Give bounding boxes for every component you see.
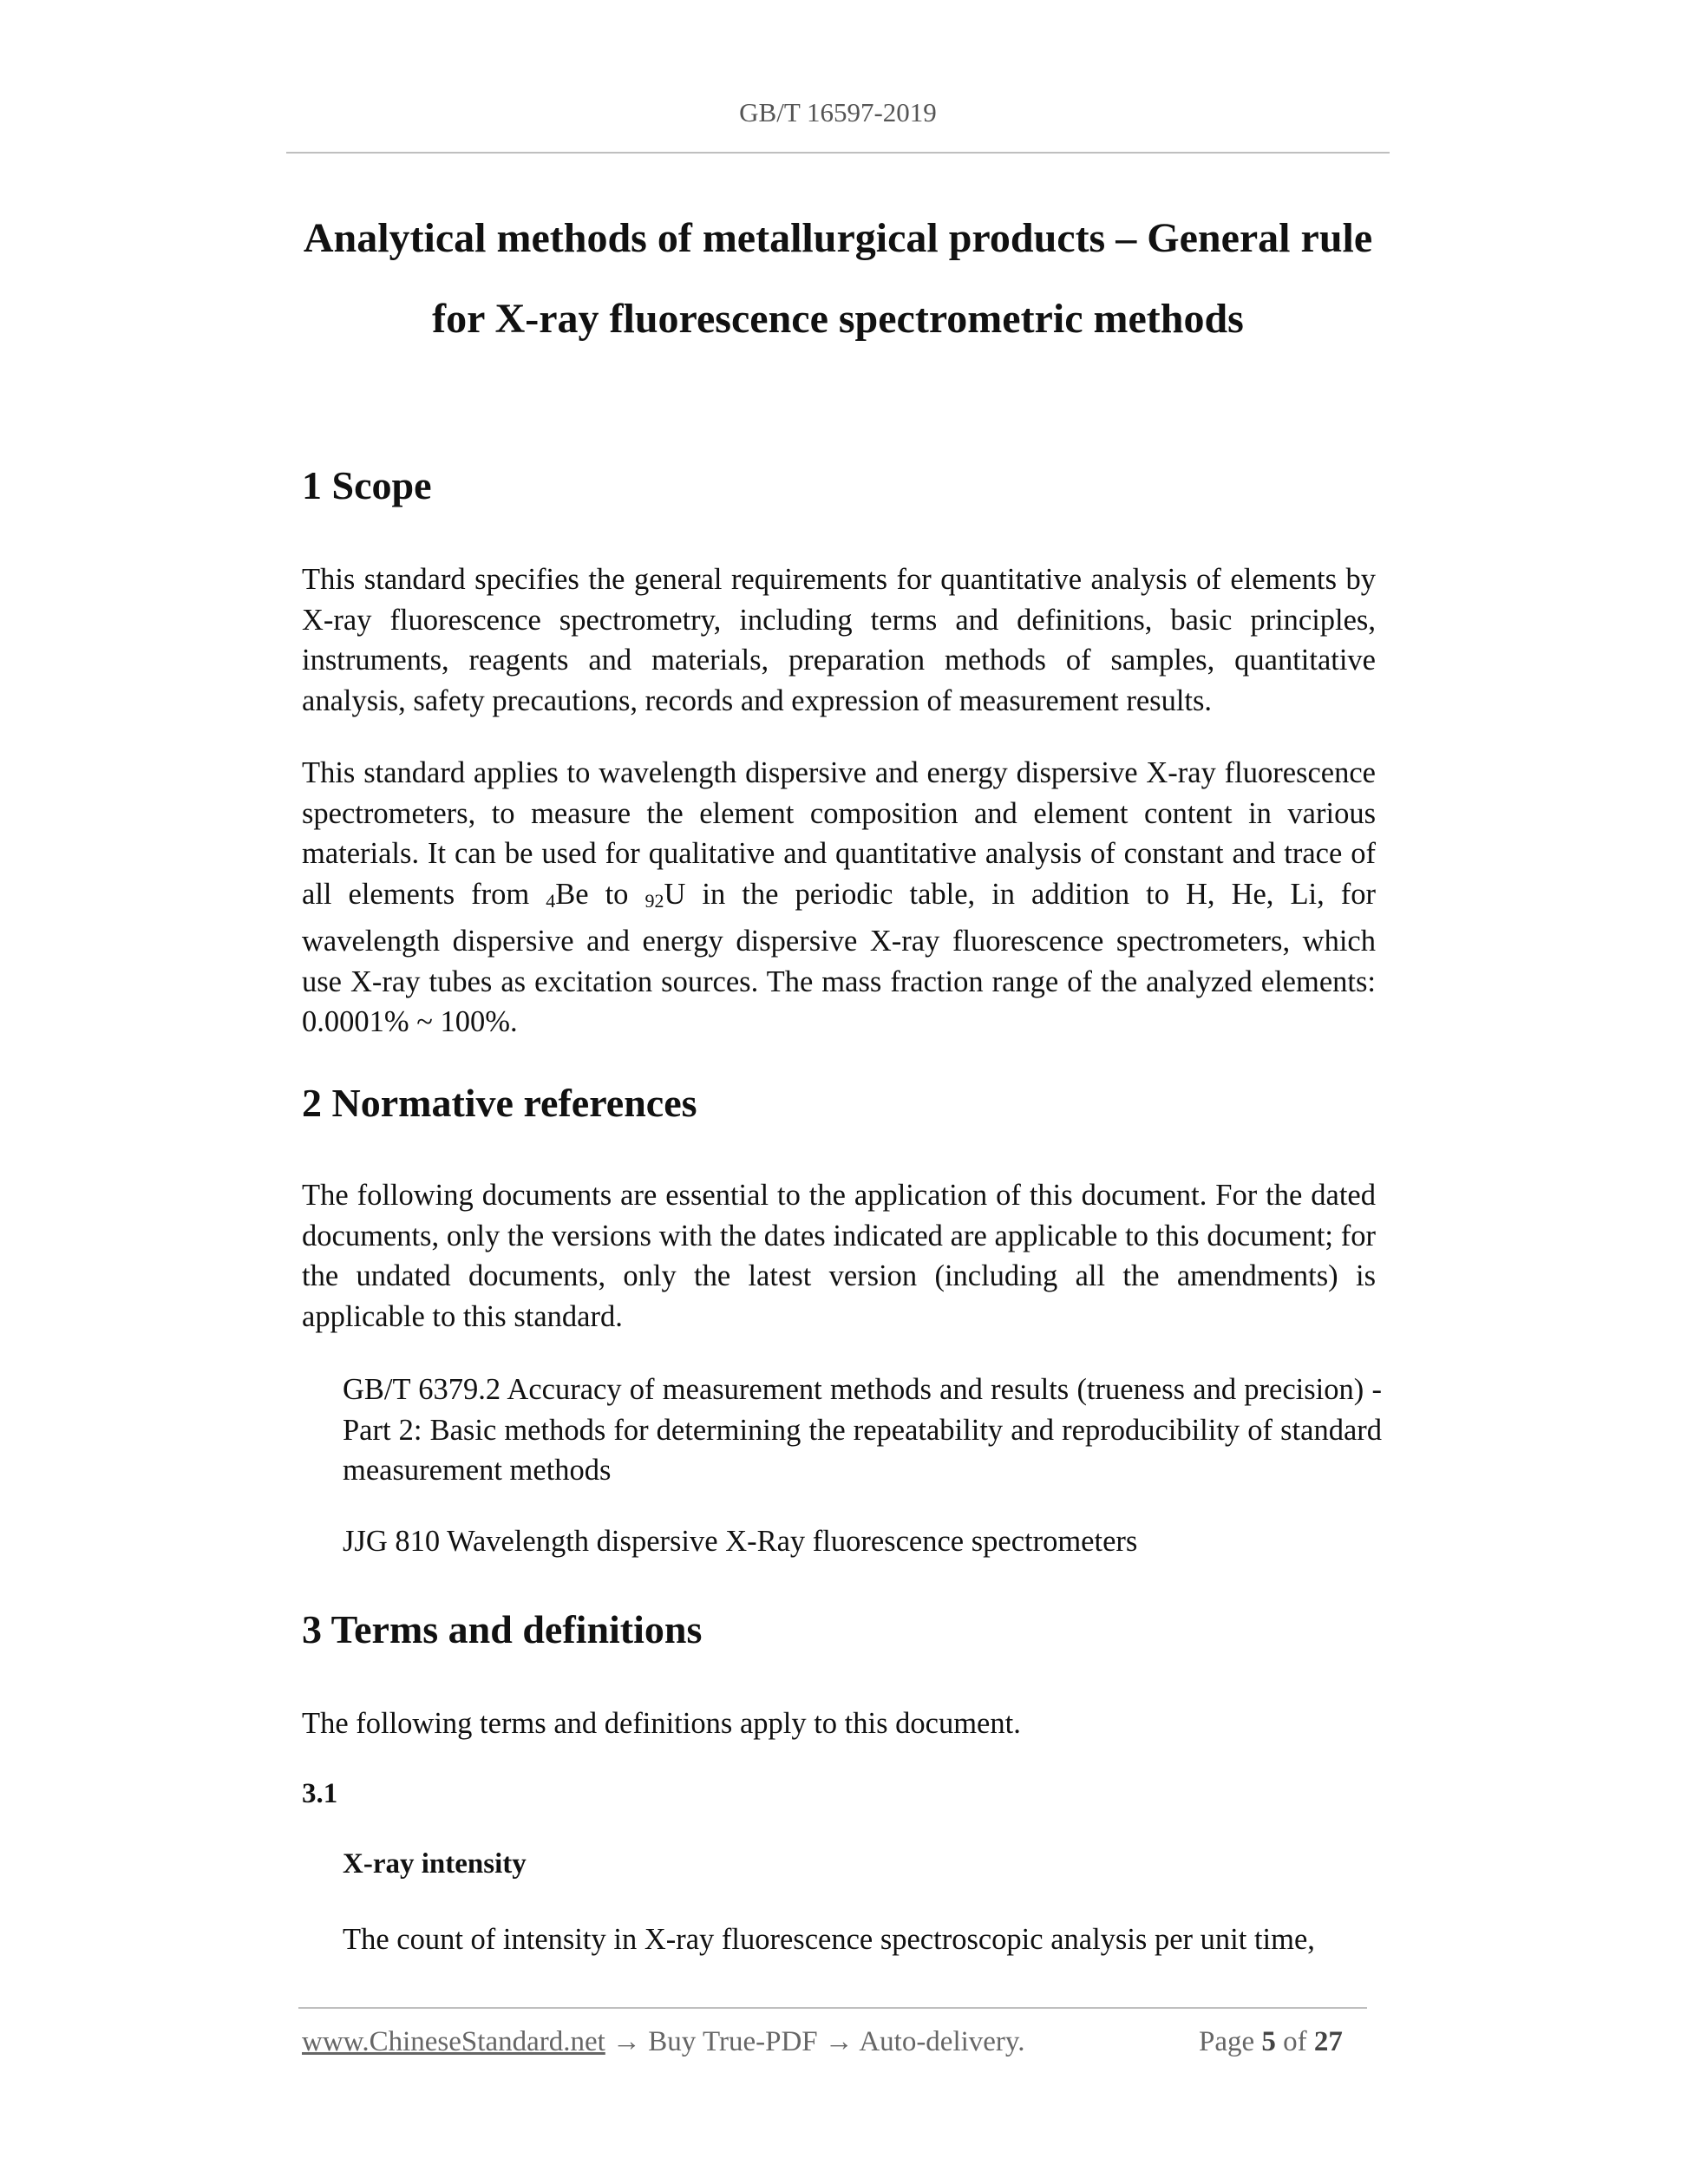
- of-label: of: [1283, 2026, 1307, 2057]
- reference-gbt-6379-2: GB/T 6379.2 Accuracy of measurement methods and results (trueness and precision) - Part 2: Basic methods for determining the repeatability and reproducibility of standard measurement methods: [343, 1373, 1382, 1487]
- section-heading-scope: 1 Scope: [302, 463, 432, 507]
- page-label: Page: [1199, 2026, 1255, 2057]
- footer-delivery-text: Auto-delivery.: [859, 2026, 1025, 2057]
- title-line-2: for X-ray fluorescence spectrometric methods: [432, 296, 1244, 342]
- term-name: X-ray intensity: [343, 1848, 527, 1880]
- term-definition: The count of intensity in X-ray fluorescence spectroscopic analysis per unit time,: [343, 1923, 1315, 1956]
- section-heading-normative: 2 Normative references: [302, 1081, 697, 1125]
- term-number: 3.1: [302, 1778, 338, 1809]
- document-title: [286, 198, 1390, 359]
- total-pages: 27: [1313, 2026, 1343, 2057]
- scope-p2-text-c: U in the periodic table, in addition to H, He, Li, for wavelength dispersive and energy dispersive X-ray fluorescence spectrometers, which use X-ray tubes as excitation sources. The mass fraction range of the analyzed elements: 0.0001% ~ 100%.: [302, 877, 1376, 1038]
- footer-buy-text: Buy True-PDF: [648, 2026, 818, 2057]
- header-divider: [286, 152, 1390, 154]
- current-page: 5: [1261, 2026, 1276, 2057]
- footer-url-link[interactable]: www.ChineseStandard.net: [302, 2026, 605, 2057]
- footer-divider: [298, 2007, 1367, 2009]
- arrow-right-icon: →: [612, 2026, 642, 2057]
- terms-intro: The following terms and definitions apply to this document.: [302, 1707, 1021, 1740]
- page-number: [1199, 2026, 1343, 2058]
- section-heading-terms: 3 Terms and definitions: [302, 1607, 703, 1651]
- normative-paragraph: The following documents are essential to the application of this document. For the dated documents, only the versions with the dates indicated are applicable to this document; for the undated documents, only the latest version (including all the amendments) is applicable to this standard.: [302, 1179, 1376, 1333]
- reference-jjg-810: JJG 810 Wavelength dispersive X-Ray fluorescence spectrometers: [343, 1525, 1138, 1558]
- subscript-u: 92: [644, 889, 664, 912]
- scope-paragraph-2: [302, 753, 1376, 1043]
- footer-links: [302, 2026, 1025, 2058]
- subscript-be: 4: [546, 889, 556, 912]
- arrow-right-icon: →: [824, 2026, 854, 2057]
- scope-paragraph-1: This standard specifies the general requirements for quantitative analysis of elements by X-ray fluorescence spectrometry, including terms and definitions, basic principles, instruments, reagents and materials, preparation methods of samples, quantitative analysis, safety precautions, records and expression of measurement results.: [302, 563, 1376, 717]
- scope-p2-text-a: This standard applies to wavelength dispersive and energy dispersive X-ray fluorescence spectrometers, to measure the element composition and element content in various materials. It can be used for qualitative and quantitative analysis of constant and trace of all elements from: [302, 756, 1376, 911]
- page-header-doc-id: GB/T 16597-2019: [739, 97, 937, 128]
- scope-p2-text-b: Be to: [555, 877, 645, 911]
- title-line-1: Analytical methods of metallurgical products – General rule: [303, 215, 1373, 261]
